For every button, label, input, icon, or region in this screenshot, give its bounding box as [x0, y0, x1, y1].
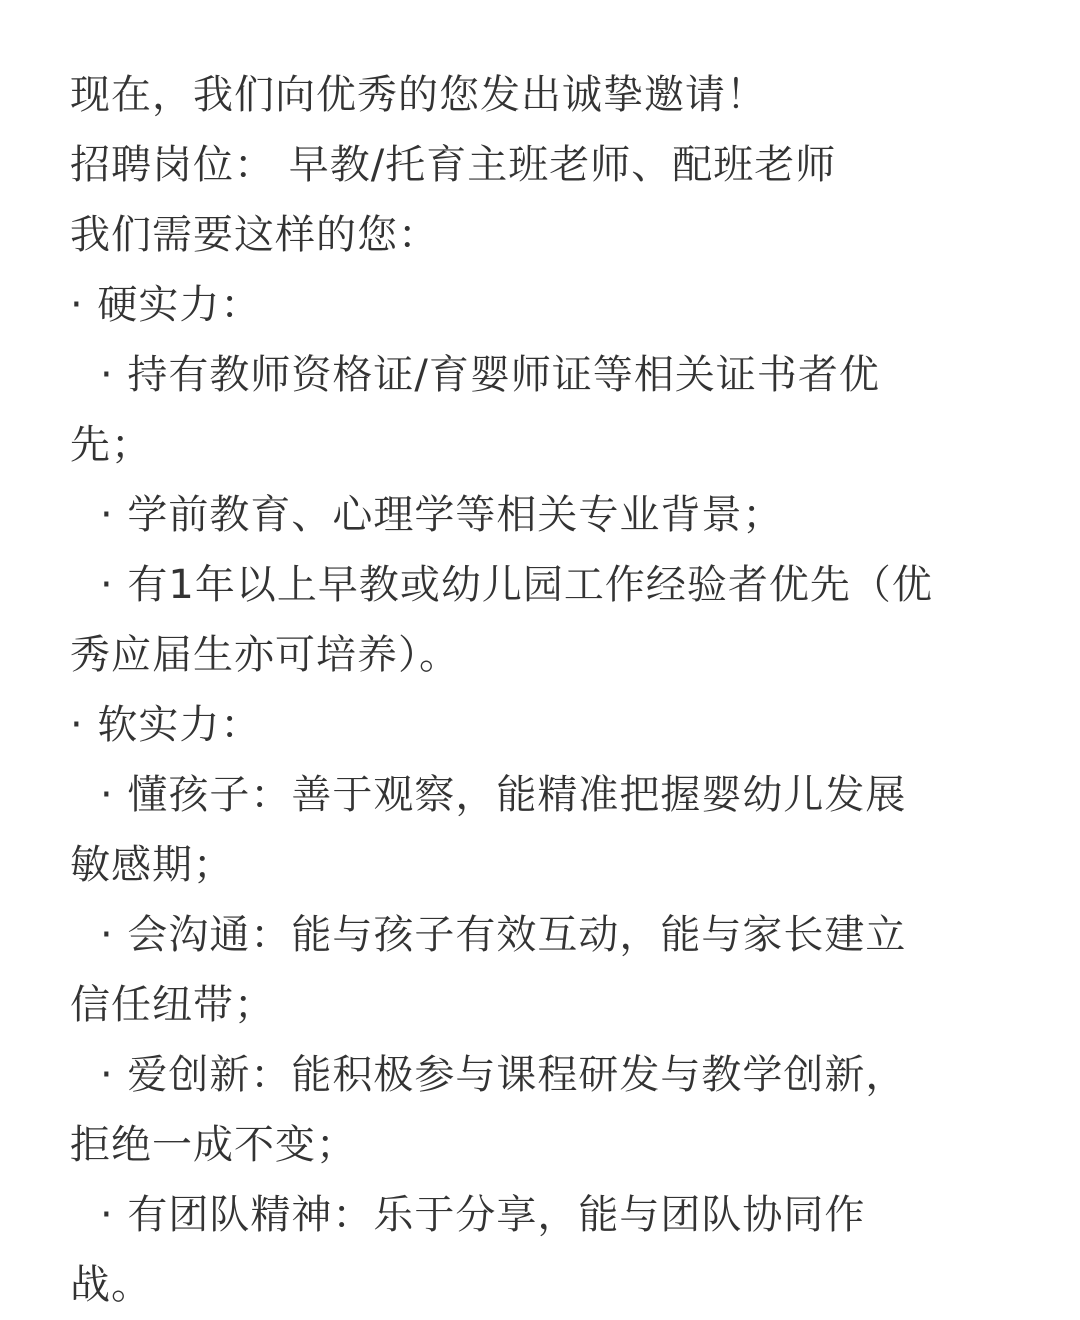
- soft-skill-3-continued: 拒绝一成不变；: [70, 1122, 357, 1168]
- soft-skill-1-continued: 敏感期；: [70, 842, 234, 888]
- recruitment-text: [70, 60, 1030, 1320]
- hard-skill-1-continued: 先；: [70, 422, 152, 468]
- soft-skill-2-continued: 信任纽带；: [70, 982, 275, 1028]
- hard-skill-3-continued: 秀应届生亦可培养）。: [70, 632, 460, 678]
- invitation-line: 现在，我们向优秀的您发出诚挚邀请！: [70, 72, 767, 118]
- requirements-heading: 我们需要这样的您：: [70, 212, 439, 258]
- soft-skill-4: · 有团队精神：乐于分享，能与团队协同作: [100, 1192, 866, 1238]
- soft-skill-1: · 懂孩子：善于观察，能精准把握婴幼儿发展: [100, 772, 907, 818]
- hard-skill-2: · 学前教育、心理学等相关专业背景；: [100, 492, 784, 538]
- hard-skill-1: · 持有教师资格证/育婴师证等相关证书者优: [100, 352, 880, 398]
- position-line: 招聘岗位： 早教/托育主班老师、配班老师: [70, 142, 837, 188]
- soft-skill-3: · 爱创新：能积极参与课程研发与教学创新，: [100, 1052, 907, 1098]
- soft-skills-heading: · 软实力：: [70, 702, 262, 748]
- hard-skill-3: · 有1年以上早教或幼儿园工作经验者优先（优: [100, 562, 933, 608]
- soft-skill-4-continued: 战。: [70, 1262, 152, 1308]
- soft-skill-2: · 会沟通：能与孩子有效互动，能与家长建立: [100, 912, 907, 958]
- hard-skills-heading: · 硬实力：: [70, 282, 262, 328]
